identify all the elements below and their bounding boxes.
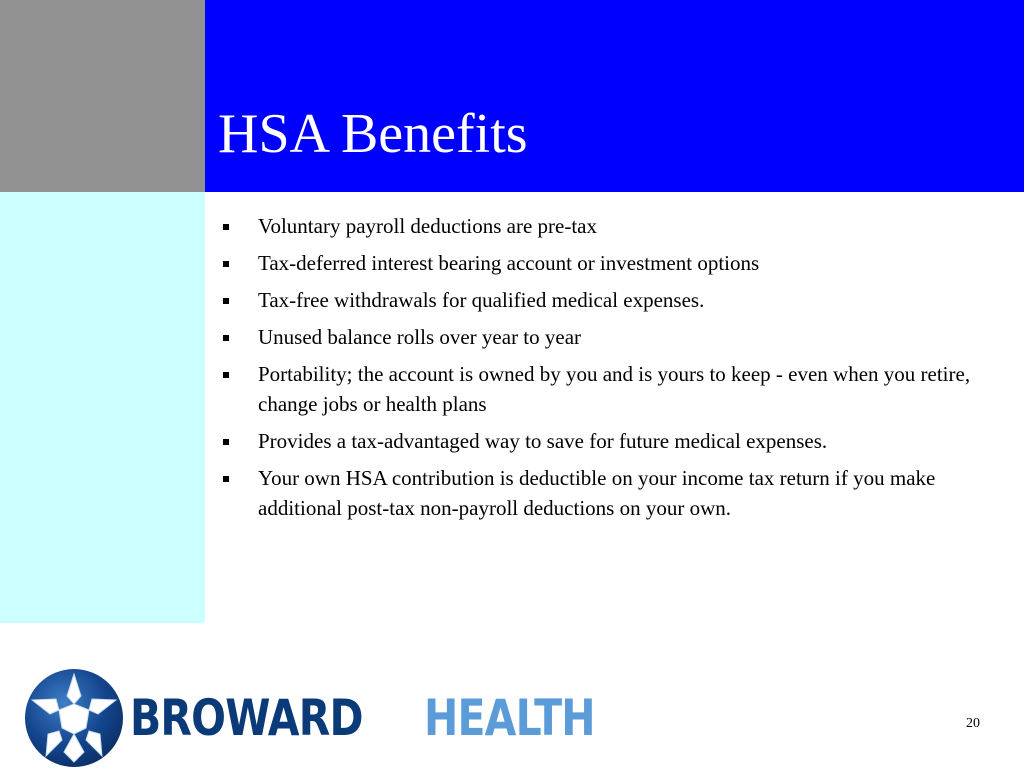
square-bullet-icon <box>223 335 229 341</box>
page-number: 20 <box>966 716 980 731</box>
logo-text-broward: BROWARD <box>130 689 363 747</box>
bullet-text: Tax-free withdrawals for qualified medical expenses. <box>258 288 705 312</box>
bullet-item <box>220 359 1000 419</box>
square-bullet-icon <box>223 224 229 230</box>
square-bullet-icon <box>223 439 229 445</box>
square-bullet-icon <box>223 476 229 482</box>
side-accent-block <box>0 192 205 623</box>
square-bullet-icon <box>223 372 229 378</box>
bullet-text: Provides a tax-advantaged way to save for future medical expenses. <box>258 429 828 453</box>
broward-health-logo <box>24 668 624 768</box>
bullet-text: Tax-deferred interest bearing account or investment options <box>258 251 760 275</box>
bullet-item <box>220 248 1000 278</box>
bullet-item <box>220 463 1000 523</box>
bullet-item <box>220 322 1000 352</box>
square-bullet-icon <box>223 261 229 267</box>
bullet-item <box>220 285 1000 315</box>
gray-corner-block <box>0 0 205 192</box>
bullet-item <box>220 426 1000 456</box>
logo-text-health: HEALTH <box>424 689 595 747</box>
bullet-text: Portability; the account is owned by you and is yours to keep - even when you retire, change jobs or health plans <box>258 362 971 416</box>
bullet-text: Voluntary payroll deductions are pre-tax <box>258 214 598 238</box>
bullet-text: Your own HSA contribution is deductible on your income tax return if you make additional post-tax non-payroll deductions on your own. <box>258 466 936 520</box>
bullet-text: Unused balance rolls over year to year <box>258 325 582 349</box>
slide-title: HSA Benefits <box>218 103 528 165</box>
star-emblem-icon <box>24 668 124 768</box>
square-bullet-icon <box>223 298 229 304</box>
bullet-item <box>220 211 1000 241</box>
bullet-list <box>220 211 1000 530</box>
